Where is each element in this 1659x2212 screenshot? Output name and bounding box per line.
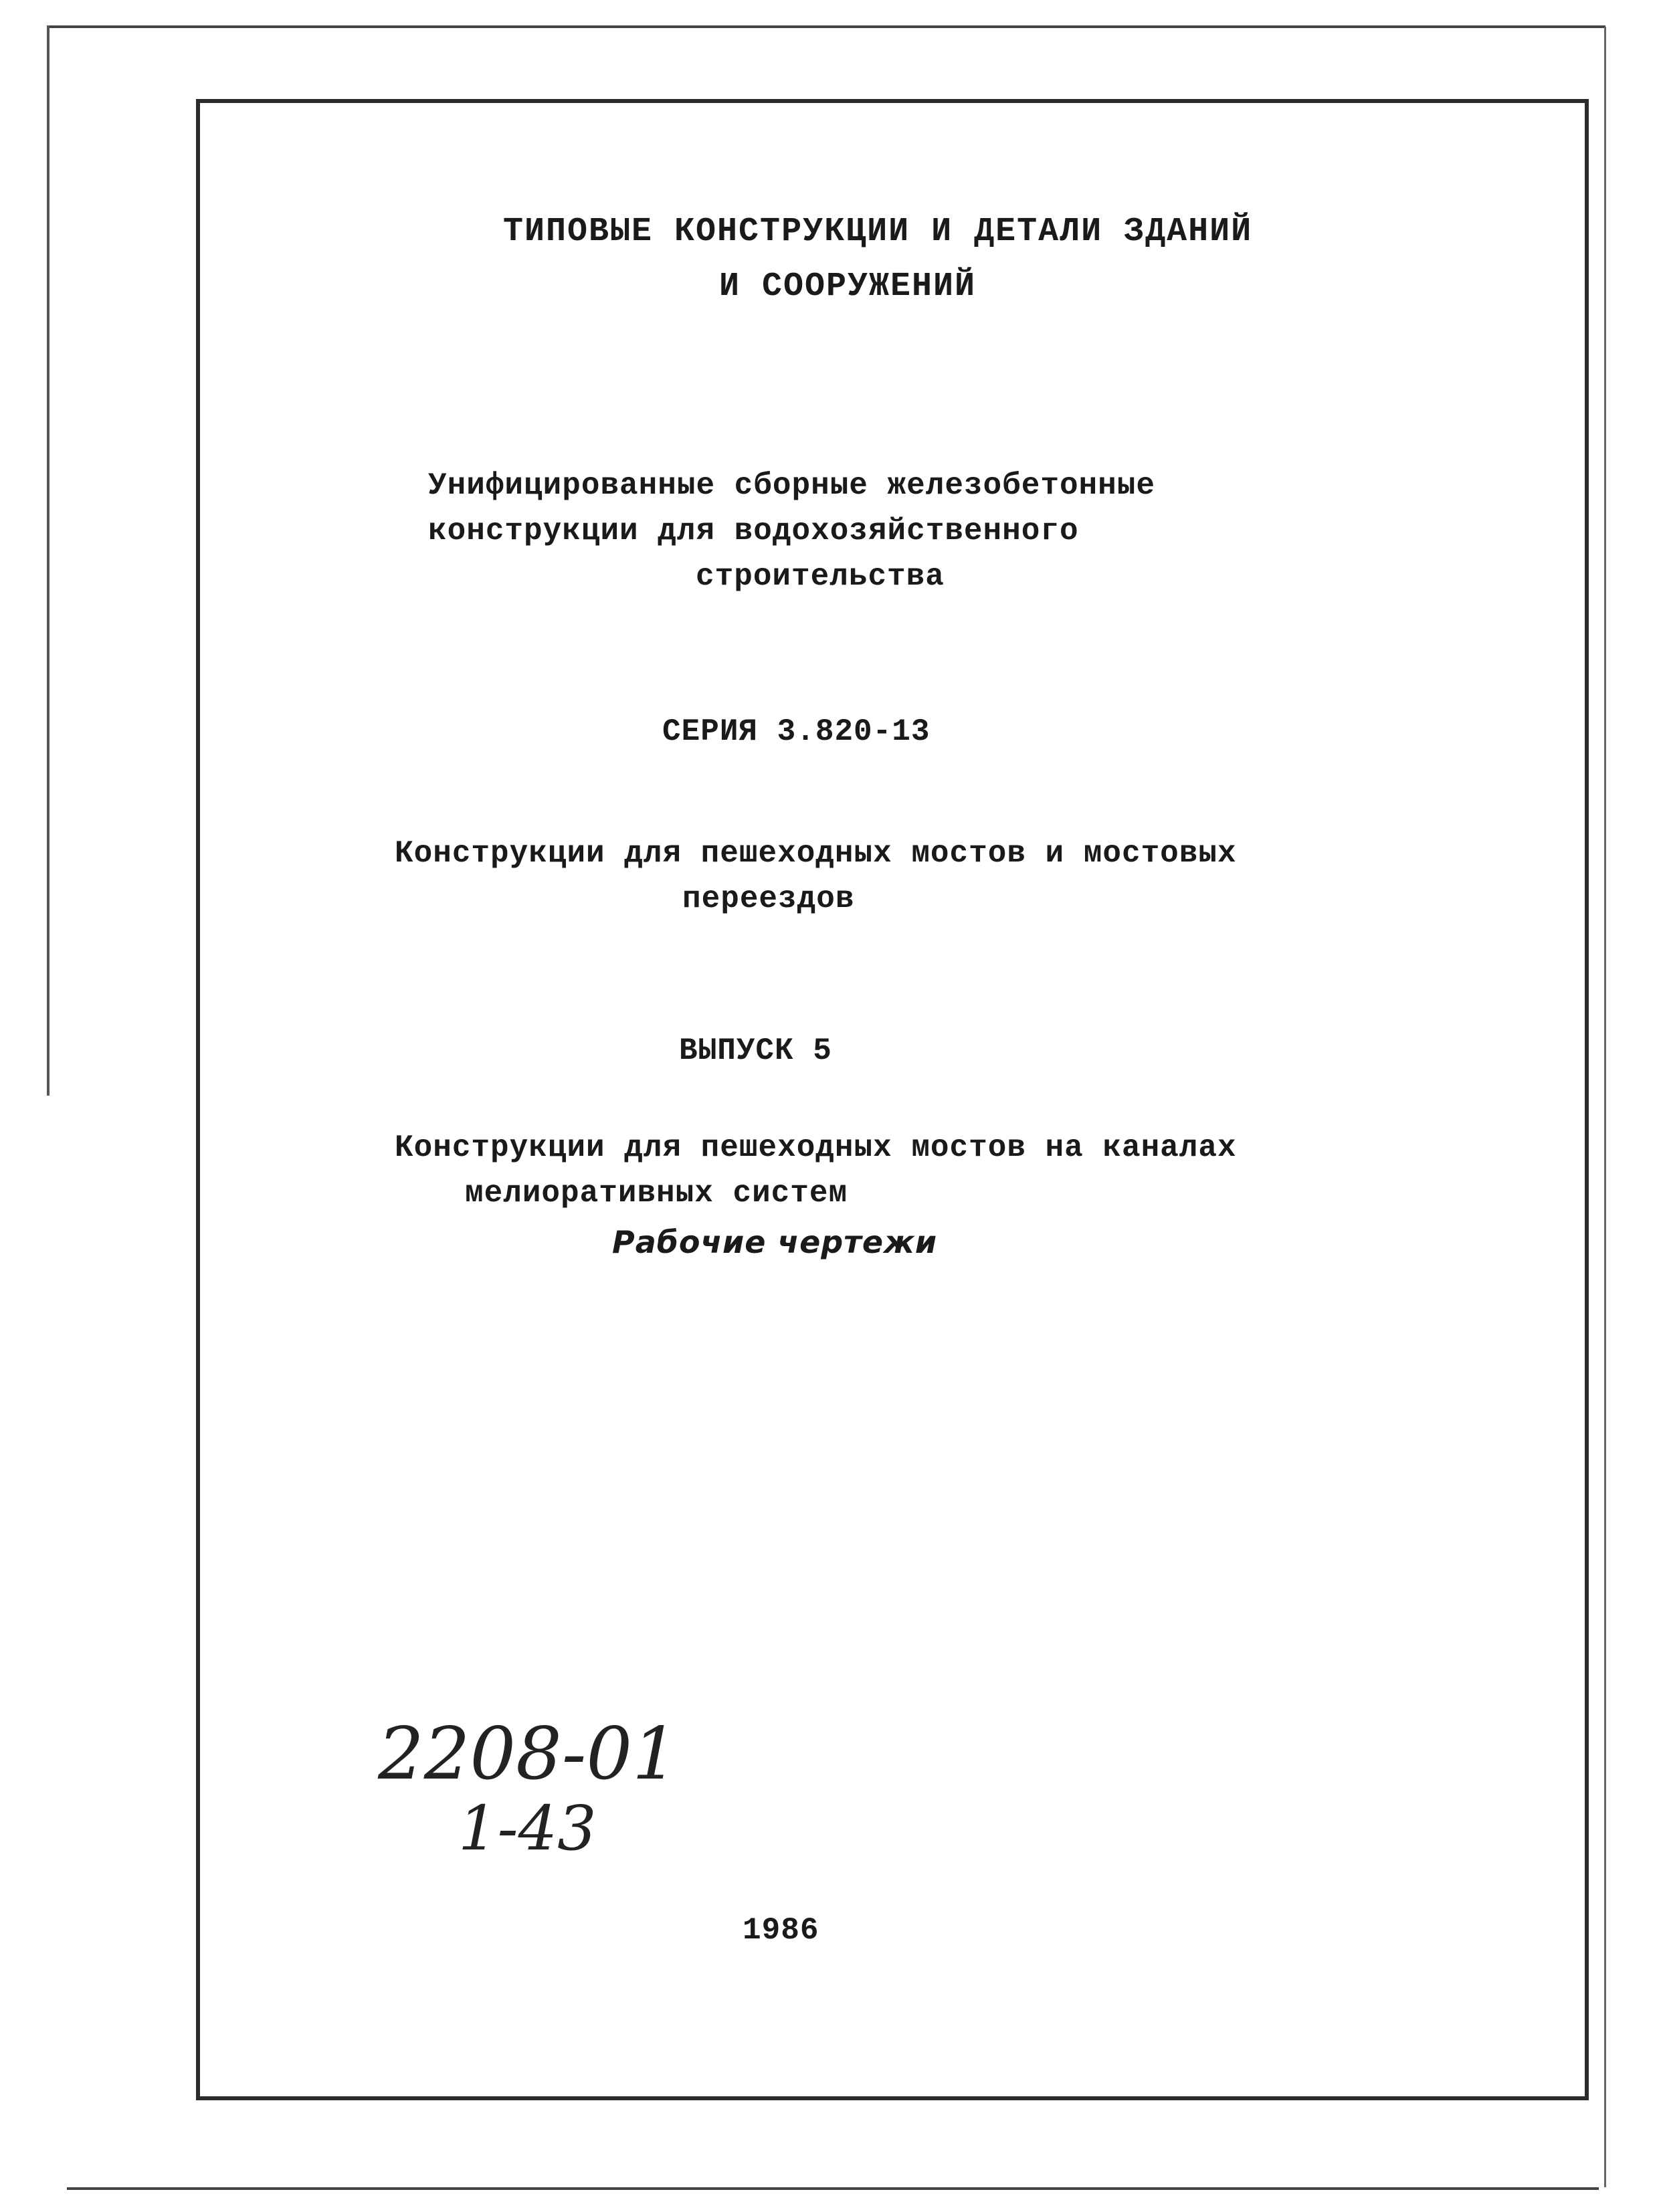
header-line-2: И СООРУЖЕНИЙ	[719, 268, 977, 306]
issue-title-line-1: Конструкции для пешеходных мостов на каналах	[395, 1130, 1237, 1165]
outer-border-left	[47, 25, 50, 1096]
series-number: СЕРИЯ 3.820-13	[662, 714, 931, 749]
header-line-1: ТИПОВЫЕ КОНСТРУКЦИИ И ДЕТАЛИ ЗДАНИЙ	[503, 213, 1253, 251]
issue-title-line-2: мелиоративных систем	[465, 1176, 848, 1211]
handwritten-number-1: 2208-01	[378, 1712, 678, 1796]
outer-border-top	[47, 25, 1605, 28]
subject-line-1: Унифицированные сборные железобетонные	[428, 468, 1155, 503]
section-line-1: Конструкции для пешеходных мостов и мостовых	[395, 836, 1237, 871]
page-frame	[196, 99, 1589, 2100]
issue-title-line-3: Рабочие чертежи	[612, 1224, 938, 1260]
publication-year: 1986	[743, 1913, 819, 1948]
section-line-2: переездов	[682, 882, 855, 916]
outer-border-bottom	[67, 2187, 1599, 2190]
issue-number: ВЫПУСК 5	[679, 1033, 832, 1068]
handwritten-number-2: 1-43	[458, 1793, 597, 1864]
subject-line-2: конструкции для водохозяйственного	[428, 514, 1079, 548]
subject-line-3: строительства	[696, 559, 945, 594]
outer-border-right	[1604, 27, 1606, 2187]
